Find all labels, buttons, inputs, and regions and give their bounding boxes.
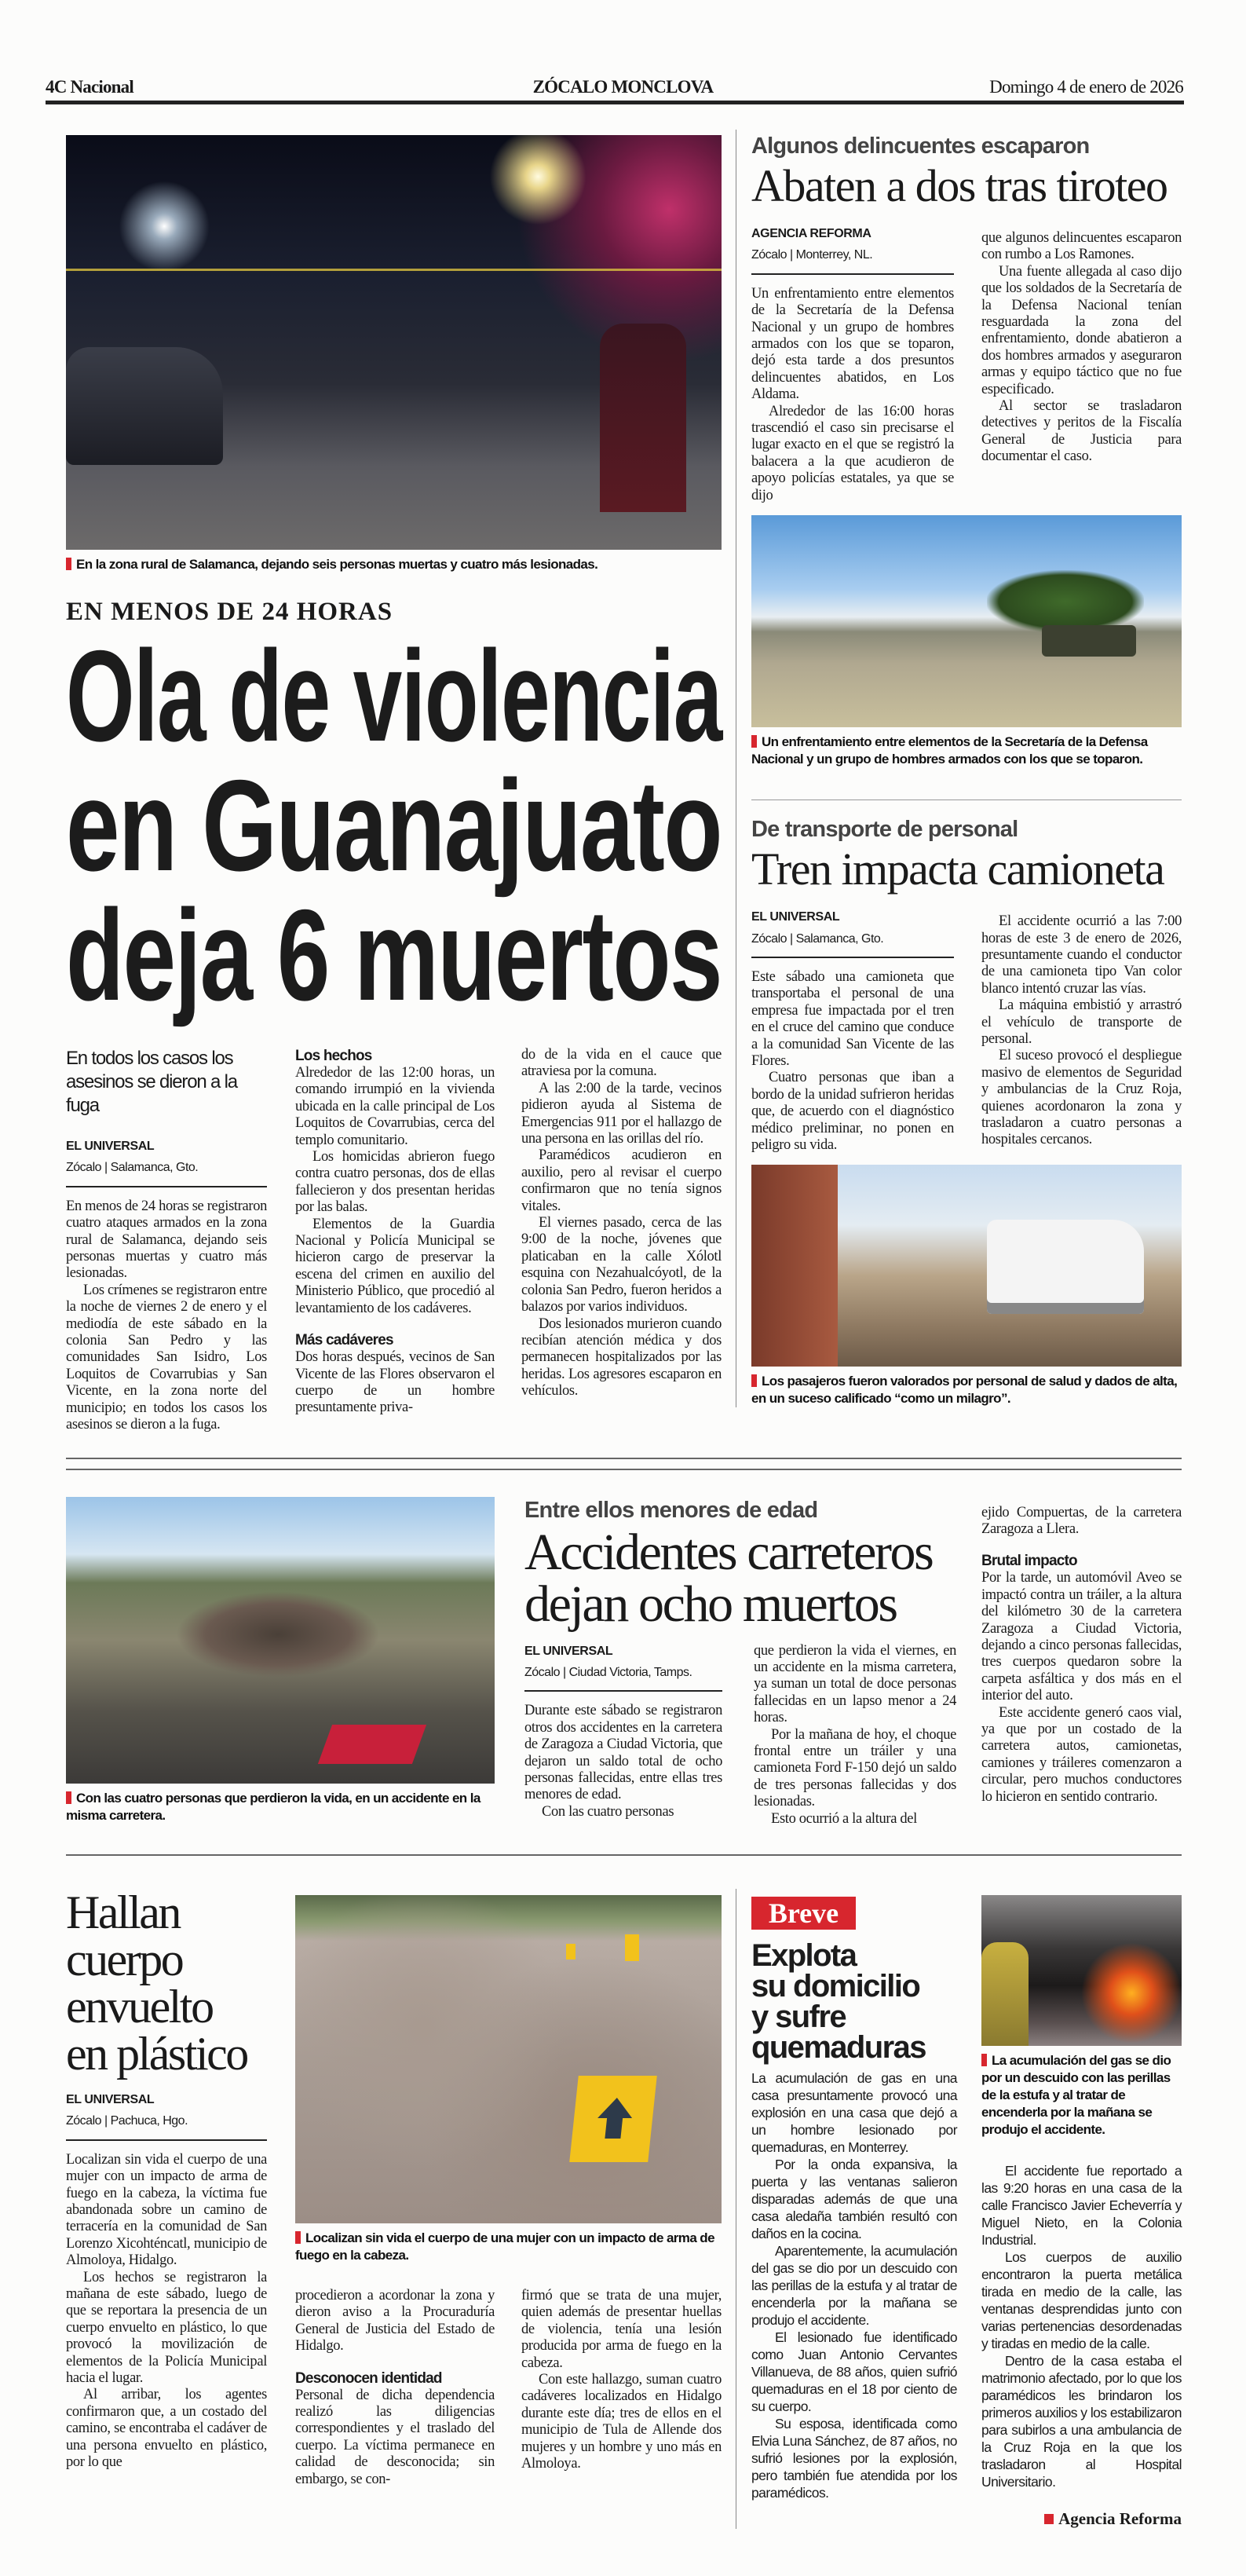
hallan-column-3 — [521, 2288, 722, 2472]
hallan-photo — [295, 1895, 722, 2223]
photo-evidence-marker-small — [625, 1934, 639, 1961]
lead-story — [66, 135, 722, 1434]
headline-line-text: deja 6 muertos — [66, 883, 722, 1027]
headline-line: cuerpo — [66, 1933, 183, 1985]
headline-line: envuelto — [66, 1980, 213, 2033]
paragraph: La máquina embistió y arrastró el vehículo de transporte de personal. — [981, 997, 1182, 1047]
byline-rule — [524, 1690, 722, 1692]
caption-text: Localizan sin vida el cuerpo de una mujer con un impacto de arma de fuego en la cabeza. — [295, 2230, 714, 2263]
dateline: Zócalo | Salamanca, Gto. — [751, 931, 884, 946]
lead-deck: En todos los casos los asesinos se dieron a la fuga — [66, 1048, 237, 1116]
caption-text: En la zona rural de Salamanca, dejando seis personas muertas y cuatro más lesionadas. — [76, 557, 598, 572]
paragraph: firmó que se trata de una mujer, quien además de presentar huellas de violencia, tenía una lesión producida por arma de fuego en la cabeza. — [521, 2287, 722, 2371]
dateline: Zócalo | Salamanca, Gto. — [66, 1161, 199, 1175]
paragraph: En menos de 24 horas se registraron cuatro ataques armados en la zona rural de Salamanca, dejando seis personas muertas y cuatro más lesionadas. — [66, 1198, 267, 1282]
article-text — [66, 1198, 267, 1434]
headline-line — [66, 753, 722, 898]
paragraph: Alrededor de las 12:00 horas, un comando irrumpió en la vivienda ubicada en la calle principal de Los Loquitos de Covarrubias, cerca del templo comunitario. — [295, 1065, 495, 1148]
accidentes-kicker: Entre ellos menores de edad — [524, 1497, 818, 1523]
paragraph: Elementos de la Guardia Nacional y Policía Municipal se hicieron cargo de preservar la escena del crimen en auxilio del Ministerio Público, que procedió al levantamiento de los cadáveres. — [295, 1216, 495, 1316]
article-text — [981, 2162, 1182, 2490]
headline-line: Hallan — [66, 1886, 180, 1938]
byline-rule — [66, 2139, 267, 2141]
byline: EL UNIVERSAL — [524, 1644, 613, 1658]
caption-marker-icon — [66, 1791, 71, 1804]
paragraph: Esto ocurrió a la altura del — [771, 1810, 917, 1827]
tren-photo-caption — [751, 1373, 1182, 1407]
headline-line: Explota — [751, 1937, 857, 1973]
hallan-photo-caption — [295, 2230, 722, 2264]
signature-marker-icon — [1044, 2514, 1054, 2524]
article-text — [751, 286, 954, 504]
paragraph: que perdieron la vida el viernes, en un accidente en la misma carretera, ya suman un total de doce personas fallecidas en un lapso menor a 24 horas. — [754, 1642, 956, 1726]
photo-figures — [600, 324, 686, 512]
photo-truck-shape — [1042, 625, 1136, 657]
article-text — [295, 2288, 495, 2488]
byline: EL UNIVERSAL — [751, 910, 840, 924]
caption-text: Con las cuatro personas que perdieron la vida, en un accidente en la misma carretera. — [66, 1790, 480, 1823]
photo-train-shape — [751, 1165, 838, 1367]
paragraph: Dos horas después, vecinos de San Vicente de las Flores observaron el cuerpo de un hombre presuntamente priva- — [295, 1349, 495, 1416]
subheading: Brutal impacto — [981, 1553, 1077, 1570]
breve-photo — [981, 1895, 1182, 2046]
lead-photo-caption — [66, 556, 722, 573]
accidentes-photo-block — [66, 1497, 495, 1824]
caption-marker-icon — [295, 2231, 301, 2244]
accidentes-story — [66, 1497, 1182, 1828]
right-rail — [736, 130, 1182, 1407]
paragraph: Localizan sin vida el cuerpo de una mujer con un impacto de arma de fuego en la cabeza, la víctima fue abandonada sobre un camino de terracería en la comunidad de San Lorenzo Xicohténcatl, municipio de Almoloya, Hidalgo. — [66, 2151, 267, 2269]
paragraph: Los cuerpos de auxilio encontraron la puerta metálica tirada en medio de la calle, las ventanas desprendidas junto con varias pertenencias desordenadas y tiradas en medio de la calle. — [981, 2249, 1182, 2351]
paragraph: Al sector se trasladaron detectives y peritos de la Fiscalía General de Justicia para documentar el caso. — [981, 398, 1182, 465]
photo-evidence-marker-small — [566, 1944, 575, 1959]
abaten-kicker: Algunos delincuentes escaparon — [751, 134, 1090, 159]
tren-kicker: De transporte de personal — [751, 817, 1018, 843]
article-text — [295, 1047, 495, 1417]
article-text — [981, 1505, 1182, 1806]
paragraph: Aparentemente, la acumulación del gas se dio por un descuido con las perillas de la estufa y al tratar de encenderla por la mañana se produjo el accidente. — [751, 2242, 957, 2328]
photo-car-shape — [66, 347, 223, 465]
headline-line: en plástico — [66, 2027, 247, 2080]
hallan-headline — [66, 1886, 267, 2080]
subheading: Más cadáveres — [295, 1332, 393, 1349]
paragraph: Personal de dicha dependencia realizó las diligencias correspondientes y el traslado del cuerpo. La víctima permanece en calidad de desconocida; sin embargo, se con- — [295, 2387, 495, 2487]
headline-line-text: Ola de violencia — [66, 624, 722, 768]
paragraph: Una fuente allegada al caso dijo que los soldados de la Secretaría de la Defensa Nacional tenían resguardada la zona del enfrentamiento, donde abatieron a dos hombres armados y aseguraron armas y equipo táctico que no fue especificado. — [981, 263, 1182, 397]
headline-line — [66, 883, 722, 1027]
lead-kicker: EN MENOS DE 24 HORAS — [66, 598, 393, 626]
abaten-photo-caption — [751, 734, 1182, 768]
paragraph: La acumulación de gas en una casa presuntamente provocó una explosión en una casa que dejó a un hombre lesionado por quemaduras, en Monterrey. — [751, 2069, 957, 2155]
abaten-column-2 — [981, 230, 1182, 466]
accidentes-photo-caption — [66, 1790, 495, 1824]
byline-rule — [751, 273, 954, 275]
hallan-column-1 — [66, 1886, 267, 2472]
breve-signature — [981, 2509, 1182, 2529]
headline-line: dejan ocho muertos — [524, 1575, 897, 1633]
photo-tree-shape — [987, 570, 1144, 633]
article-text — [521, 2288, 722, 2472]
paragraph: Por la mañana de hoy, el choque frontal entre un tráiler y una camioneta Ford F-150 dejó un saldo de tres personas fallecidas y dos lesionadas. — [754, 1726, 956, 1810]
photo-evidence-marker — [569, 2076, 657, 2162]
caption-marker-icon — [981, 2054, 987, 2066]
paragraph: Los hechos se registraron la mañana de este sábado, luego de que se reportara la presencia de un cuerpo envuelto en plástico, lo que provocó la movilización de elementos de la Policía Municipal hacia el lugar. — [66, 2269, 267, 2387]
hallan-columns — [295, 2288, 722, 2488]
section-top — [66, 130, 1182, 1434]
byline-rule — [66, 1186, 267, 1187]
headline-line: y sufre — [751, 1999, 846, 2034]
photo-police-tape — [66, 269, 722, 271]
byline: EL UNIVERSAL — [66, 1140, 155, 1153]
paragraph: Con este hallazgo, suman cuatro cadáveres localizados en Hidalgo durante este día; tres de ellos en el municipio de Tula de Allende dos mujeres y un hombre y uno más en Almoloya. — [521, 2372, 722, 2472]
breve-column-1 — [751, 2069, 957, 2501]
abaten-headline: Abaten a dos tras tiroteo — [751, 160, 1167, 211]
paragraph: do de la vida en el cauce que atraviesa por la comuna. — [521, 1047, 722, 1080]
section-folio: 4C Nacional — [46, 77, 133, 97]
tren-columns — [751, 909, 1182, 1154]
page-body — [66, 0, 1182, 2576]
article-text — [521, 1047, 722, 1400]
article-text — [751, 2069, 957, 2501]
paragraph: Este accidente generó caos vial, ya que por un costado de la carretera autos, camionetas, camiones y tráileres comenzaron a circular, pero muchos conductores lo hicieron en sentido contrario. — [981, 1704, 1182, 1805]
paragraph: Durante este sábado se registraron otros dos accidentes en la carretera de Zaragoza a Ciudad Victoria, que dejaron un saldo total de ocho personas fallecidas, entre ellas tres menores de edad. — [524, 1703, 722, 1803]
arrow-up-icon — [597, 2098, 634, 2118]
article-text — [524, 1703, 722, 1820]
caption-marker-icon — [751, 1374, 757, 1387]
newspaper-name: ZÓCALO MONCLOVA — [532, 77, 714, 97]
byline: AGENCIA REFORMA — [751, 227, 871, 240]
issue-date: Domingo 4 de enero de 2026 — [989, 77, 1183, 97]
lead-photo — [66, 135, 722, 550]
dateline: Zócalo | Monterrey, NL. — [751, 248, 873, 262]
paragraph: Su esposa, identificada como Elvia Luna Sánchez, de 87 años, no sufrió lesiones por la explosión, pero también fue atendida por los paramédicos. — [751, 2415, 957, 2501]
paragraph: El accidente fue reportado a las 9:20 horas en una casa de la calle Francisco Javier Echeverría y Miguel Nieto, en la Colonia Industrial. — [981, 2162, 1182, 2248]
paragraph: procedieron a acordonar la zona y dieron aviso a la Procuraduría General de Justicia del Estado de Hidalgo. — [295, 2287, 495, 2355]
paragraph: Por la tarde, un automóvil Aveo se impactó contra un tráiler, a la altura del kilómetro 30 de la carretera Zaragoza a Ciudad Victoria, dejando a cinco personas fallecidas, tres cuerpos quedaron sobre la carpeta asfáltica y dos más en el interior del auto. — [981, 1570, 1182, 1704]
breve-column-2 — [981, 2162, 1182, 2490]
breve-label: Breve — [751, 1897, 856, 1930]
lead-column-2 — [295, 1047, 495, 1417]
lead-headline — [66, 624, 722, 1027]
caption-marker-icon — [66, 558, 71, 570]
breve-column-2-block — [981, 1895, 1182, 2529]
paragraph: Paramédicos acudieron en auxilio, pero al revisar el cuerpo confirmaron que no tenía signos vitales. — [521, 1147, 722, 1214]
paragraph: A las 2:00 de la tarde, vecinos pidieron ayuda al Sistema de Emergencias 911 por el hallazgo de una persona en las orillas del río. — [521, 1080, 722, 1147]
abaten-column-1 — [751, 225, 954, 504]
paragraph: Cuatro personas que iban a bordo de la unidad sufrieron heridas que, de acuerdo con el diagnóstico médico preliminar, no ponen en peligro su vida. — [751, 1070, 954, 1153]
dateline: Zócalo | Ciudad Victoria, Tamps. — [524, 1665, 692, 1679]
accidentes-main — [524, 1497, 956, 1828]
abaten-columns — [751, 225, 1182, 504]
tren-column-2 — [981, 913, 1182, 1149]
lead-column-3 — [521, 1047, 722, 1400]
caption-marker-icon — [751, 735, 757, 748]
paragraph: Dos lesionados murieron cuando recibían atención médica y dos permanecen hospitalizados por las heridas. Los agresores escaparon en vehículos. — [521, 1315, 722, 1400]
article-text — [981, 913, 1182, 1149]
headline-line — [66, 624, 722, 768]
photo-vehicle-shape — [318, 1725, 426, 1764]
section-bottom — [66, 1886, 1182, 2529]
signature-text: Agencia Reforma — [1058, 2508, 1182, 2528]
breve-photo-caption — [981, 2052, 1182, 2139]
breve-column-1-block — [751, 1897, 957, 2501]
hallan-main — [295, 1895, 722, 2488]
subheading: Desconocen identidad — [295, 2369, 442, 2387]
paragraph: Un enfrentamiento entre elementos de la Secretaría de la Defensa Nacional y un grupo de hombres armados con los que se toparon, dejó esta tarde a dos presuntos delincuentes abatidos, en Los Aldama. — [751, 285, 954, 403]
caption-text: Los pasajeros fueron valorados por personal de salud y dados de alta, en un suceso calificado “como un milagro”. — [751, 1374, 1178, 1407]
lead-column-1 — [66, 1047, 267, 1434]
paragraph: Los crímenes se registraron entre la noche de viernes 2 de enero y el mediodía de este sábado en la colonia San Pedro y las comunidades San Isidro, Los Loquitos de Covarrubias y San Vicente, en la zona norte del municipio; en todos los casos los asesinos se dieron a la fuga. — [66, 1282, 267, 1433]
paragraph: Este sábado una camioneta que transportaba el personal de una empresa fue impactada por el tren en el cruce del camino que conduce a la comunidad San Vicente de las Flores. — [751, 968, 954, 1069]
paragraph: Al arribar, los agentes confirmaron que, a un costado del camino, se encontraba el cadáver de una persona envuelto en plástico, por lo que — [66, 2387, 267, 2471]
caption-text: Un enfrentamiento entre elementos de la Secretaría de la Defensa Nacional y un grupo de hombres armados con los que se toparon. — [751, 734, 1148, 767]
accidentes-column-2 — [754, 1643, 956, 1828]
tren-photo — [751, 1165, 1182, 1367]
paragraph: que algunos delincuentes escaparon con rumbo a Los Ramones. — [981, 230, 1182, 263]
article-text — [981, 230, 1182, 466]
paragraph: El lesionado fue identificado como Juan Antonio Cervantes Villanueva, de 88 años, quien sufrió quemaduras en el 18 por ciento de su cuerpo. — [751, 2329, 957, 2414]
breve-headline — [751, 1937, 957, 2065]
paragraph: Los homicidas abrieron fuego contra cuatro personas, dos de ellas fallecieron y dos presentan heridas por las balas. — [295, 1149, 495, 1216]
article-text — [66, 2152, 267, 2472]
headline-line: su domicilio — [751, 1968, 920, 2003]
article-text — [751, 969, 954, 1154]
lead-columns — [66, 1047, 722, 1434]
hallan-column-2 — [295, 2288, 495, 2488]
headline-line: quemaduras — [751, 2029, 926, 2065]
headline-line: Accidentes carreteros — [524, 1523, 933, 1581]
abaten-photo — [751, 515, 1182, 727]
accidentes-column-1 — [524, 1643, 722, 1821]
accidentes-photo — [66, 1497, 495, 1784]
breve-story — [736, 1889, 1182, 2529]
headline-line-text: en Guanajuato — [66, 753, 722, 898]
caption-text: La acumulación del gas se dio por un descuido con las perillas de la estufa y al tratar de encenderla por la mañana se produjo el accidente. — [981, 2052, 1171, 2137]
photo-wreck-shape — [176, 1591, 380, 1678]
paragraph: ejido Compuertas, de la carretera Zaragoza a Llera. — [981, 1504, 1182, 1537]
section-rule — [66, 1458, 1182, 1459]
photo-van-shape — [987, 1220, 1144, 1314]
subheading: Los hechos — [295, 1048, 372, 1064]
accidentes-headline — [524, 1523, 956, 1633]
paragraph: El accidente ocurrió a las 7:00 horas de este 3 de enero de 2026, presuntamente cuando el conductor de una camioneta tipo Van color blanco intentó cruzar las vías. — [981, 913, 1182, 997]
byline-rule — [751, 957, 954, 958]
photo-firefighter-shape — [981, 1942, 1029, 2046]
paragraph: Por la onda expansiva, la puerta y las ventanas salieron disparadas además de que una casa aledaña también resultó con daños en la cocina. — [751, 2156, 957, 2241]
paragraph: El suceso provocó el despliegue masivo de elementos de Seguridad y ambulancias de la Cruz Roja, quienes acordonaron la zona y trasladaron a cuatro personas a hospitales cercanos. — [981, 1048, 1182, 1148]
dateline: Zócalo | Pachuca, Hgo. — [66, 2114, 188, 2128]
arrow-stem — [605, 2118, 623, 2139]
paragraph: Con las cuatro personas — [542, 1803, 674, 1820]
article-text — [754, 1643, 956, 1828]
tren-column-1 — [751, 909, 954, 1154]
tren-headline: Tren impacta camioneta — [751, 843, 1164, 895]
section-rule — [66, 1469, 1182, 1470]
accidentes-columns — [524, 1643, 956, 1828]
byline: EL UNIVERSAL — [66, 2092, 155, 2106]
paragraph: Alrededor de las 16:00 horas trascendió el caso sin precisarse el lugar exacto en el que se registró la balacera a la que acudieron de apoyo policías estatales, ya que se dijo — [751, 403, 954, 503]
paragraph: Dentro de la casa estaba el matrimonio afectado, por lo que los paramédicos les brindaron los primeros auxilios y los estabilizaron para subirlos a una ambulancia de la Cruz Roja en la que los trasladaron al Hospital Universitario. — [981, 2352, 1182, 2490]
accidentes-column-3 — [981, 1505, 1182, 1806]
section-rule — [66, 1854, 1182, 1856]
paragraph: El viernes pasado, cerca de las 9:00 de la noche, jóvenes que platicaban en la calle Xólotl esquina con Nezahualcóyotl, de la colonia San Pedro, fueron heridos a balazos por varios individuos. — [521, 1215, 722, 1315]
